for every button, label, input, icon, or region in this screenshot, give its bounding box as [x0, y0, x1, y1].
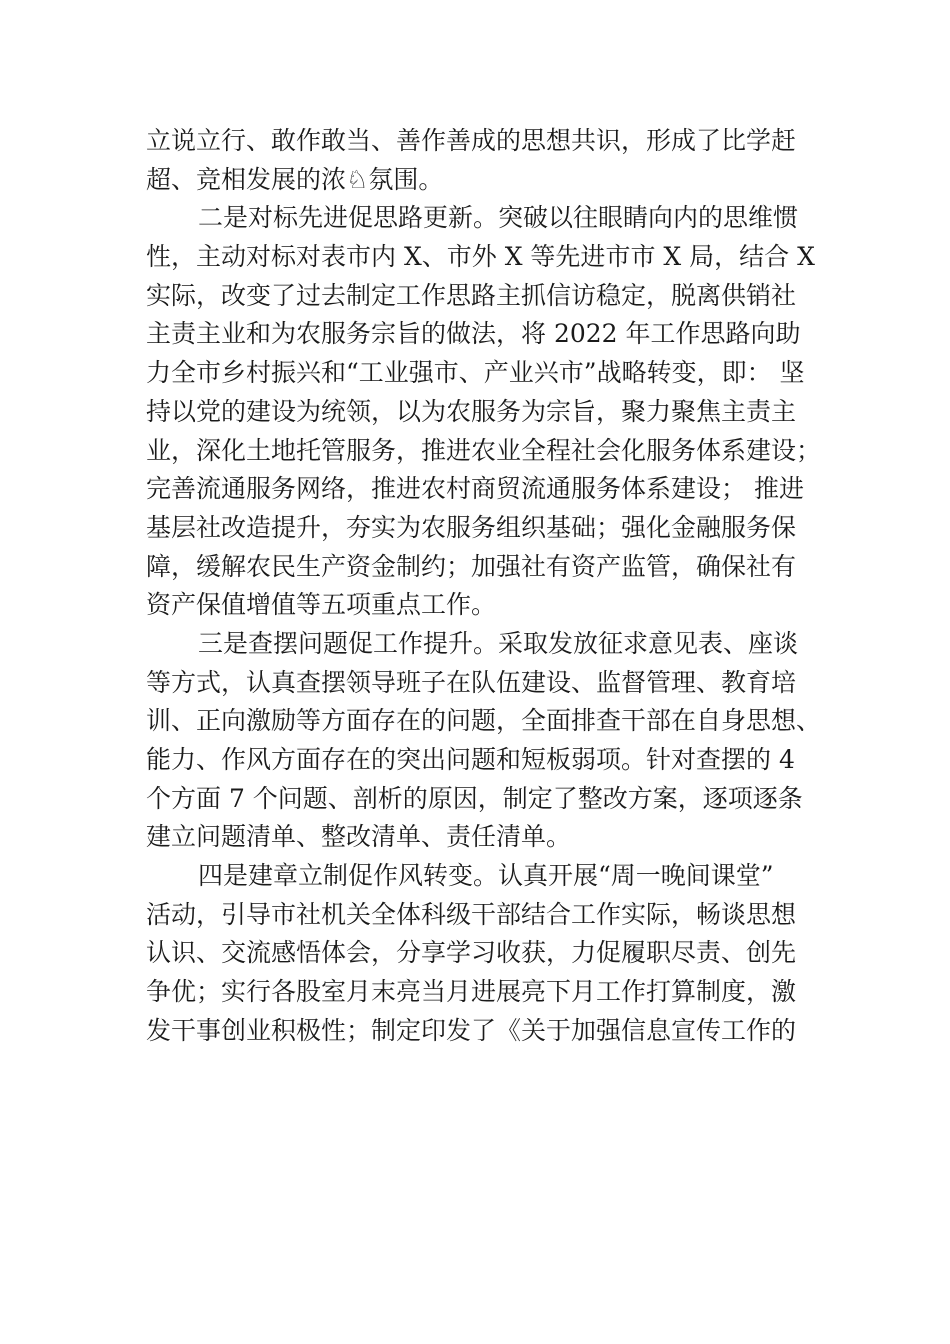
- text-line: 完善流通服务网络，推进农村商贸流通服务体系建设； 推进: [146, 474, 804, 504]
- paragraph-start-line: 四是建章立制促作风转变。认真开展“周一晚间课堂”: [198, 861, 774, 891]
- text-line: 发干事创业积极性；制定印发了《关于加强信息宣传工作的: [146, 1015, 797, 1045]
- text-line: 等方式，认真查摆领导班子在队伍建设、监督管理、教育培: [146, 667, 797, 697]
- text-line: 力全市乡村振兴和“工业强市、产业兴市”战略转变，即： 坚: [146, 358, 805, 388]
- text-line: 性，主动对标对表市内 X、市外 X 等先进市市 X 局，结合 X: [146, 242, 815, 272]
- text-line: 资产保值增值等五项重点工作。: [146, 590, 497, 620]
- paragraph-start-line: 三是查摆问题促工作提升。采取发放征求意见表、座谈: [198, 628, 799, 658]
- text-line: 主责主业和为农服务宗旨的做法，将 2022 年工作思路向助: [146, 319, 801, 349]
- text-line: 业，深化土地托管服务，推进农业全程社会化服务体系建设；: [146, 435, 822, 465]
- text-line: 超、竞相发展的浓♘氛围。: [146, 164, 444, 194]
- text-line: 活动，引导市社机关全体科级干部结合工作实际，畅谈思想: [146, 899, 797, 929]
- text-line: 争优；实行各股室月末亮当月进展亮下月工作打算制度，激: [146, 977, 797, 1007]
- body-text: [146, 122, 826, 1051]
- text-line: 实际，改变了过去制定工作思路主抓信访稳定，脱离供销社: [146, 280, 797, 310]
- paragraph-start-line: 二是对标先进促思路更新。突破以往眼睛向内的思维惯: [198, 203, 799, 233]
- text-line: 训、正向激励等方面存在的问题，全面排查干部在自身思想、: [146, 706, 822, 736]
- text-line: 建立问题清单、整改清单、责任清单。: [146, 822, 572, 852]
- text-line: 基层社改造提升，夯实为农服务组织基础；强化金融服务保: [146, 512, 797, 542]
- text-line: 持以党的建设为统领，以为农服务为宗旨，聚力聚焦主责主: [146, 396, 797, 426]
- text-line: 认识、交流感悟体会，分享学习收获，力促履职尽责、创先: [146, 938, 797, 968]
- text-line: 障，缓解农民生产资金制约；加强社有资产监管，确保社有: [146, 551, 797, 581]
- text-line: 立说立行、敢作敢当、善作善成的思想共识，形成了比学赶: [146, 126, 797, 155]
- text-line: 个方面 7 个问题、剖析的原因，制定了整改方案，逐项逐条: [146, 783, 803, 813]
- text-line: 能力、作风方面存在的突出问题和短板弱项。针对查摆的 4: [146, 745, 795, 774]
